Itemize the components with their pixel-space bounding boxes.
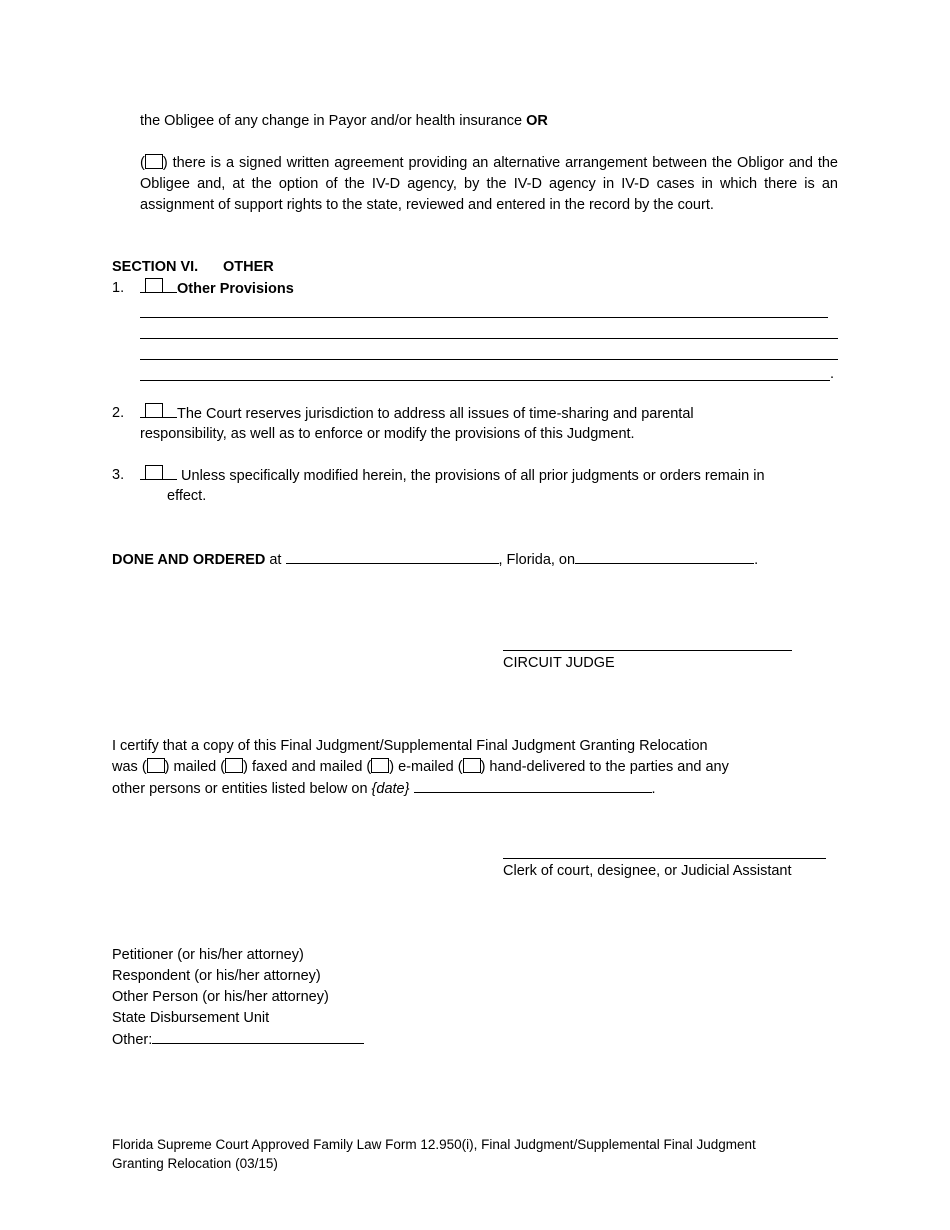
item-2: The Court reserves jurisdiction to address all issues of time-sharing and parental <box>140 403 694 425</box>
certify-line-1: I certify that a copy of this Final Judgment/Supplemental Final Judgment Granting Relocation <box>112 738 708 754</box>
jurisdiction-checkbox[interactable] <box>145 403 163 418</box>
item-2-number: 2. <box>112 405 125 421</box>
agreement-paragraph: ( ) there is a signed written agreement providing an alternative arrangement between the Obligor and the Obligee and, at the option of the IV-D agency, by the IV-D agency in IV-D cases in which there is an assignment of support rights to the state, reviewed and entered in the record by the court. <box>140 155 838 213</box>
certify-line-3: other persons or entities listed below on {date} . <box>112 778 656 800</box>
item-3-line-2: effect. <box>167 488 207 504</box>
item-2-line-2: responsibility, as well as to enforce or modify the provisions of this Judgment. <box>140 426 635 442</box>
location-field[interactable] <box>286 549 499 564</box>
certify-delivery-options: was ( ) mailed ( ) faxed and mailed ( ) e-mailed ( ) hand-delivered to the parties and any <box>112 759 729 775</box>
judge-signature-line[interactable] <box>503 636 792 651</box>
clerk-title: Clerk of court, designee, or Judicial Assistant <box>503 863 792 879</box>
recipient-respondent: Respondent (or his/her attorney) <box>112 968 321 984</box>
item-1-number: 1. <box>112 280 125 296</box>
agreement-checkbox[interactable] <box>145 154 163 169</box>
item-3-number: 3. <box>112 467 125 483</box>
other-provisions-checkbox[interactable] <box>145 278 163 293</box>
judge-title: CIRCUIT JUDGE <box>503 655 615 671</box>
provision-line-4[interactable] <box>140 366 830 381</box>
hand-delivered-checkbox[interactable] <box>463 758 481 773</box>
footer-line-1: Florida Supreme Court Approved Family Law Form 12.950(i), Final Judgment/Supplemental Final Judgment <box>112 1137 756 1152</box>
done-and-ordered: DONE AND ORDERED at , Florida, on . <box>112 549 758 571</box>
recipient-other: Other: <box>112 1029 364 1051</box>
certify-date-field[interactable] <box>414 778 652 793</box>
clerk-signature-line[interactable] <box>503 844 826 859</box>
item-3: Unless specifically modified herein, the provisions of all prior judgments or orders remain in <box>140 465 765 487</box>
continuation-line: the Obligee of any change in Payor and/or health insurance OR <box>140 113 548 129</box>
prior-judgments-checkbox[interactable] <box>145 465 163 480</box>
mailed-checkbox[interactable] <box>147 758 165 773</box>
emailed-checkbox[interactable] <box>371 758 389 773</box>
order-date-field[interactable] <box>575 549 754 564</box>
section-heading: SECTION VI. OTHER <box>112 259 274 275</box>
faxed-checkbox[interactable] <box>225 758 243 773</box>
provision-line-3[interactable] <box>140 345 838 360</box>
provision-line-2[interactable] <box>140 324 838 339</box>
recipient-state-disbursement: State Disbursement Unit <box>112 1010 270 1026</box>
recipient-petitioner: Petitioner (or his/her attorney) <box>112 947 304 963</box>
provision-period: . <box>830 366 835 382</box>
recipient-other-person: Other Person (or his/her attorney) <box>112 989 329 1005</box>
provision-line-1[interactable] <box>140 303 828 318</box>
other-recipient-field[interactable] <box>152 1029 364 1044</box>
item-1: Other Provisions <box>140 278 294 300</box>
footer-line-2: Granting Relocation (03/15) <box>112 1156 278 1171</box>
